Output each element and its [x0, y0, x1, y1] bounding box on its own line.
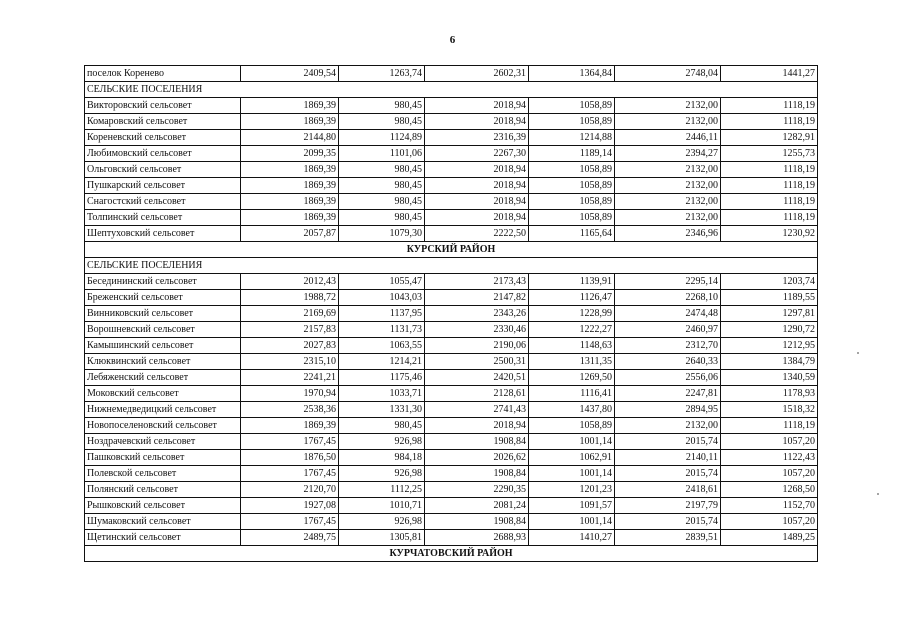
value-cell: 1255,73 [721, 146, 818, 162]
value-cell: 2018,94 [425, 194, 529, 210]
value-cell: 2132,00 [615, 162, 721, 178]
value-cell: 1058,89 [529, 194, 615, 210]
value-cell: 980,45 [339, 418, 425, 434]
table-row [85, 402, 818, 418]
table-row [85, 162, 818, 178]
value-cell: 2144,80 [241, 130, 339, 146]
value-cell: 1058,89 [529, 114, 615, 130]
value-cell: 2894,95 [615, 402, 721, 418]
value-cell: 980,45 [339, 162, 425, 178]
value-cell: 2241,21 [241, 370, 339, 386]
table-row [85, 338, 818, 354]
settlement-name: Толпинский сельсовет [85, 210, 241, 226]
scan-speck [857, 352, 859, 354]
value-cell: 1118,19 [721, 114, 818, 130]
table-row [85, 466, 818, 482]
value-cell: 1063,55 [339, 338, 425, 354]
settlement-name: Шептуховский сельсовет [85, 226, 241, 242]
value-cell: 2556,06 [615, 370, 721, 386]
value-cell: 980,45 [339, 210, 425, 226]
table-row [85, 530, 818, 546]
value-cell: 2394,27 [615, 146, 721, 162]
value-cell: 2420,51 [425, 370, 529, 386]
district-heading: КУРСКИЙ РАЙОН [85, 242, 818, 258]
value-cell: 2099,35 [241, 146, 339, 162]
value-cell: 984,18 [339, 450, 425, 466]
value-cell: 1908,84 [425, 466, 529, 482]
value-cell: 926,98 [339, 434, 425, 450]
value-cell: 2315,10 [241, 354, 339, 370]
value-cell: 1305,81 [339, 530, 425, 546]
value-cell: 1268,50 [721, 482, 818, 498]
value-cell: 2295,14 [615, 274, 721, 290]
value-cell: 1311,35 [529, 354, 615, 370]
value-cell: 2839,51 [615, 530, 721, 546]
value-cell: 1290,72 [721, 322, 818, 338]
table-row [85, 498, 818, 514]
value-cell: 1331,30 [339, 402, 425, 418]
value-cell: 1057,20 [721, 514, 818, 530]
value-cell: 926,98 [339, 466, 425, 482]
table-row [85, 514, 818, 530]
tariff-table [84, 65, 818, 562]
value-cell: 2157,83 [241, 322, 339, 338]
value-cell: 1057,20 [721, 434, 818, 450]
value-cell: 1126,47 [529, 290, 615, 306]
value-cell: 2140,11 [615, 450, 721, 466]
value-cell: 1441,27 [721, 66, 818, 82]
value-cell: 2290,35 [425, 482, 529, 498]
table-row [85, 98, 818, 114]
value-cell: 2027,83 [241, 338, 339, 354]
value-cell: 980,45 [339, 98, 425, 114]
value-cell: 1001,14 [529, 514, 615, 530]
value-cell: 1116,41 [529, 386, 615, 402]
settlement-name: Шумаковский сельсовет [85, 514, 241, 530]
settlement-name: Пашковский сельсовет [85, 450, 241, 466]
table-row [85, 322, 818, 338]
district-heading-row [85, 242, 818, 258]
settlement-name: Беседининский сельсовет [85, 274, 241, 290]
value-cell: 2018,94 [425, 98, 529, 114]
value-cell: 1869,39 [241, 114, 339, 130]
value-cell: 1908,84 [425, 434, 529, 450]
value-cell: 1767,45 [241, 514, 339, 530]
value-cell: 1364,84 [529, 66, 615, 82]
value-cell: 2128,61 [425, 386, 529, 402]
value-cell: 1212,95 [721, 338, 818, 354]
table-row [85, 450, 818, 466]
value-cell: 2640,33 [615, 354, 721, 370]
value-cell: 2602,31 [425, 66, 529, 82]
table-row [85, 130, 818, 146]
settlement-name: Полевской сельсовет [85, 466, 241, 482]
settlement-name: Новопоселеновский сельсовет [85, 418, 241, 434]
value-cell: 1058,89 [529, 162, 615, 178]
value-cell: 1340,59 [721, 370, 818, 386]
table-row [85, 354, 818, 370]
value-cell: 926,98 [339, 514, 425, 530]
value-cell: 2057,87 [241, 226, 339, 242]
value-cell: 2120,70 [241, 482, 339, 498]
value-cell: 1297,81 [721, 306, 818, 322]
table-row [85, 370, 818, 386]
settlement-name: Снагостский сельсовет [85, 194, 241, 210]
value-cell: 2132,00 [615, 178, 721, 194]
settlement-name: Ворошневский сельсовет [85, 322, 241, 338]
value-cell: 2538,36 [241, 402, 339, 418]
table-row [85, 178, 818, 194]
value-cell: 1079,30 [339, 226, 425, 242]
value-cell: 1118,19 [721, 178, 818, 194]
settlement-name: Рышковский сельсовет [85, 498, 241, 514]
value-cell: 1058,89 [529, 210, 615, 226]
value-cell: 2018,94 [425, 418, 529, 434]
value-cell: 1970,94 [241, 386, 339, 402]
value-cell: 2018,94 [425, 162, 529, 178]
settlement-name: Нижнемедведицкий сельсовет [85, 402, 241, 418]
value-cell: 1058,89 [529, 178, 615, 194]
value-cell: 1189,55 [721, 290, 818, 306]
value-cell: 1001,14 [529, 434, 615, 450]
value-cell: 2346,96 [615, 226, 721, 242]
value-cell: 980,45 [339, 194, 425, 210]
table-row [85, 482, 818, 498]
table-row [85, 226, 818, 242]
value-cell: 1214,21 [339, 354, 425, 370]
value-cell: 2316,39 [425, 130, 529, 146]
settlement-name: Камышинский сельсовет [85, 338, 241, 354]
value-cell: 1001,14 [529, 466, 615, 482]
value-cell: 1175,46 [339, 370, 425, 386]
value-cell: 2343,26 [425, 306, 529, 322]
value-cell: 1101,06 [339, 146, 425, 162]
value-cell: 1118,19 [721, 194, 818, 210]
value-cell: 1043,03 [339, 290, 425, 306]
value-cell: 2267,30 [425, 146, 529, 162]
value-cell: 2409,54 [241, 66, 339, 82]
table-row [85, 274, 818, 290]
value-cell: 1201,23 [529, 482, 615, 498]
value-cell: 1988,72 [241, 290, 339, 306]
value-cell: 1152,70 [721, 498, 818, 514]
table-row [85, 290, 818, 306]
section-label: СЕЛЬСКИЕ ПОСЕЛЕНИЯ [85, 258, 818, 274]
value-cell: 1518,32 [721, 402, 818, 418]
value-cell: 2741,43 [425, 402, 529, 418]
table-row [85, 114, 818, 130]
value-cell: 1057,20 [721, 466, 818, 482]
value-cell: 1189,14 [529, 146, 615, 162]
value-cell: 980,45 [339, 114, 425, 130]
settlement-name: Бреженский сельсовет [85, 290, 241, 306]
value-cell: 2018,94 [425, 178, 529, 194]
value-cell: 1437,80 [529, 402, 615, 418]
value-cell: 1058,89 [529, 418, 615, 434]
table-row [85, 194, 818, 210]
value-cell: 1869,39 [241, 98, 339, 114]
value-cell: 1033,71 [339, 386, 425, 402]
value-cell: 2197,79 [615, 498, 721, 514]
table-row [85, 306, 818, 322]
value-cell: 2418,61 [615, 482, 721, 498]
value-cell: 1203,74 [721, 274, 818, 290]
value-cell: 1118,19 [721, 162, 818, 178]
value-cell: 2132,00 [615, 210, 721, 226]
value-cell: 1282,91 [721, 130, 818, 146]
value-cell: 2247,81 [615, 386, 721, 402]
value-cell: 2026,62 [425, 450, 529, 466]
value-cell: 1489,25 [721, 530, 818, 546]
value-cell: 2489,75 [241, 530, 339, 546]
value-cell: 2474,48 [615, 306, 721, 322]
value-cell: 1263,74 [339, 66, 425, 82]
value-cell: 2460,97 [615, 322, 721, 338]
value-cell: 2169,69 [241, 306, 339, 322]
value-cell: 2132,00 [615, 418, 721, 434]
settlement-name: Ноздрачевский сельсовет [85, 434, 241, 450]
value-cell: 1410,27 [529, 530, 615, 546]
page-number: 6 [449, 34, 456, 46]
value-cell: 1139,91 [529, 274, 615, 290]
table-row [85, 66, 818, 82]
value-cell: 1122,43 [721, 450, 818, 466]
settlement-name: Щетинский сельсовет [85, 530, 241, 546]
value-cell: 2330,46 [425, 322, 529, 338]
settlement-name: Кореневский сельсовет [85, 130, 241, 146]
value-cell: 1010,71 [339, 498, 425, 514]
value-cell: 2312,70 [615, 338, 721, 354]
value-cell: 1112,25 [339, 482, 425, 498]
value-cell: 1118,19 [721, 418, 818, 434]
value-cell: 1222,27 [529, 322, 615, 338]
value-cell: 1165,64 [529, 226, 615, 242]
value-cell: 1058,89 [529, 98, 615, 114]
value-cell: 2268,10 [615, 290, 721, 306]
value-cell: 2500,31 [425, 354, 529, 370]
value-cell: 1767,45 [241, 466, 339, 482]
value-cell: 1137,95 [339, 306, 425, 322]
value-cell: 2015,74 [615, 514, 721, 530]
value-cell: 2190,06 [425, 338, 529, 354]
section-label-row [85, 258, 818, 274]
value-cell: 1228,99 [529, 306, 615, 322]
settlement-name: Ольговский сельсовет [85, 162, 241, 178]
value-cell: 1927,08 [241, 498, 339, 514]
settlement-name: Комаровский сельсовет [85, 114, 241, 130]
value-cell: 2688,93 [425, 530, 529, 546]
table-row [85, 210, 818, 226]
settlement-name: Полянский сельсовет [85, 482, 241, 498]
settlement-name: Клюквинский сельсовет [85, 354, 241, 370]
value-cell: 1269,50 [529, 370, 615, 386]
value-cell: 1230,92 [721, 226, 818, 242]
section-label: СЕЛЬСКИЕ ПОСЕЛЕНИЯ [85, 82, 818, 98]
value-cell: 1055,47 [339, 274, 425, 290]
value-cell: 1091,57 [529, 498, 615, 514]
value-cell: 1384,79 [721, 354, 818, 370]
value-cell: 1118,19 [721, 210, 818, 226]
value-cell: 2018,94 [425, 210, 529, 226]
table-row [85, 418, 818, 434]
value-cell: 2015,74 [615, 466, 721, 482]
value-cell: 1869,39 [241, 162, 339, 178]
value-cell: 2132,00 [615, 98, 721, 114]
settlement-name: Винниковский сельсовет [85, 306, 241, 322]
value-cell: 1908,84 [425, 514, 529, 530]
section-label-row [85, 82, 818, 98]
table-row [85, 386, 818, 402]
value-cell: 1214,88 [529, 130, 615, 146]
settlement-name: поселок Коренево [85, 66, 241, 82]
value-cell: 2132,00 [615, 114, 721, 130]
value-cell: 2081,24 [425, 498, 529, 514]
value-cell: 1124,89 [339, 130, 425, 146]
settlement-name: Лебяженский сельсовет [85, 370, 241, 386]
value-cell: 1876,50 [241, 450, 339, 466]
value-cell: 2173,43 [425, 274, 529, 290]
settlement-name: Викторовский сельсовет [85, 98, 241, 114]
value-cell: 2012,43 [241, 274, 339, 290]
value-cell: 1131,73 [339, 322, 425, 338]
district-heading: КУРЧАТОВСКИЙ РАЙОН [85, 546, 818, 562]
value-cell: 2018,94 [425, 114, 529, 130]
settlement-name: Любимовский сельсовет [85, 146, 241, 162]
value-cell: 1118,19 [721, 98, 818, 114]
value-cell: 2015,74 [615, 434, 721, 450]
district-heading-row [85, 546, 818, 562]
value-cell: 1869,39 [241, 178, 339, 194]
table-row [85, 434, 818, 450]
value-cell: 2132,00 [615, 194, 721, 210]
value-cell: 1869,39 [241, 210, 339, 226]
value-cell: 2222,50 [425, 226, 529, 242]
value-cell: 980,45 [339, 178, 425, 194]
settlement-name: Пушкарский сельсовет [85, 178, 241, 194]
value-cell: 1178,93 [721, 386, 818, 402]
value-cell: 2748,04 [615, 66, 721, 82]
table-row [85, 146, 818, 162]
value-cell: 2446,11 [615, 130, 721, 146]
value-cell: 1767,45 [241, 434, 339, 450]
settlement-name: Моковский сельсовет [85, 386, 241, 402]
value-cell: 1869,39 [241, 194, 339, 210]
value-cell: 1062,91 [529, 450, 615, 466]
value-cell: 2147,82 [425, 290, 529, 306]
scan-speck [877, 493, 879, 495]
value-cell: 1148,63 [529, 338, 615, 354]
value-cell: 1869,39 [241, 418, 339, 434]
